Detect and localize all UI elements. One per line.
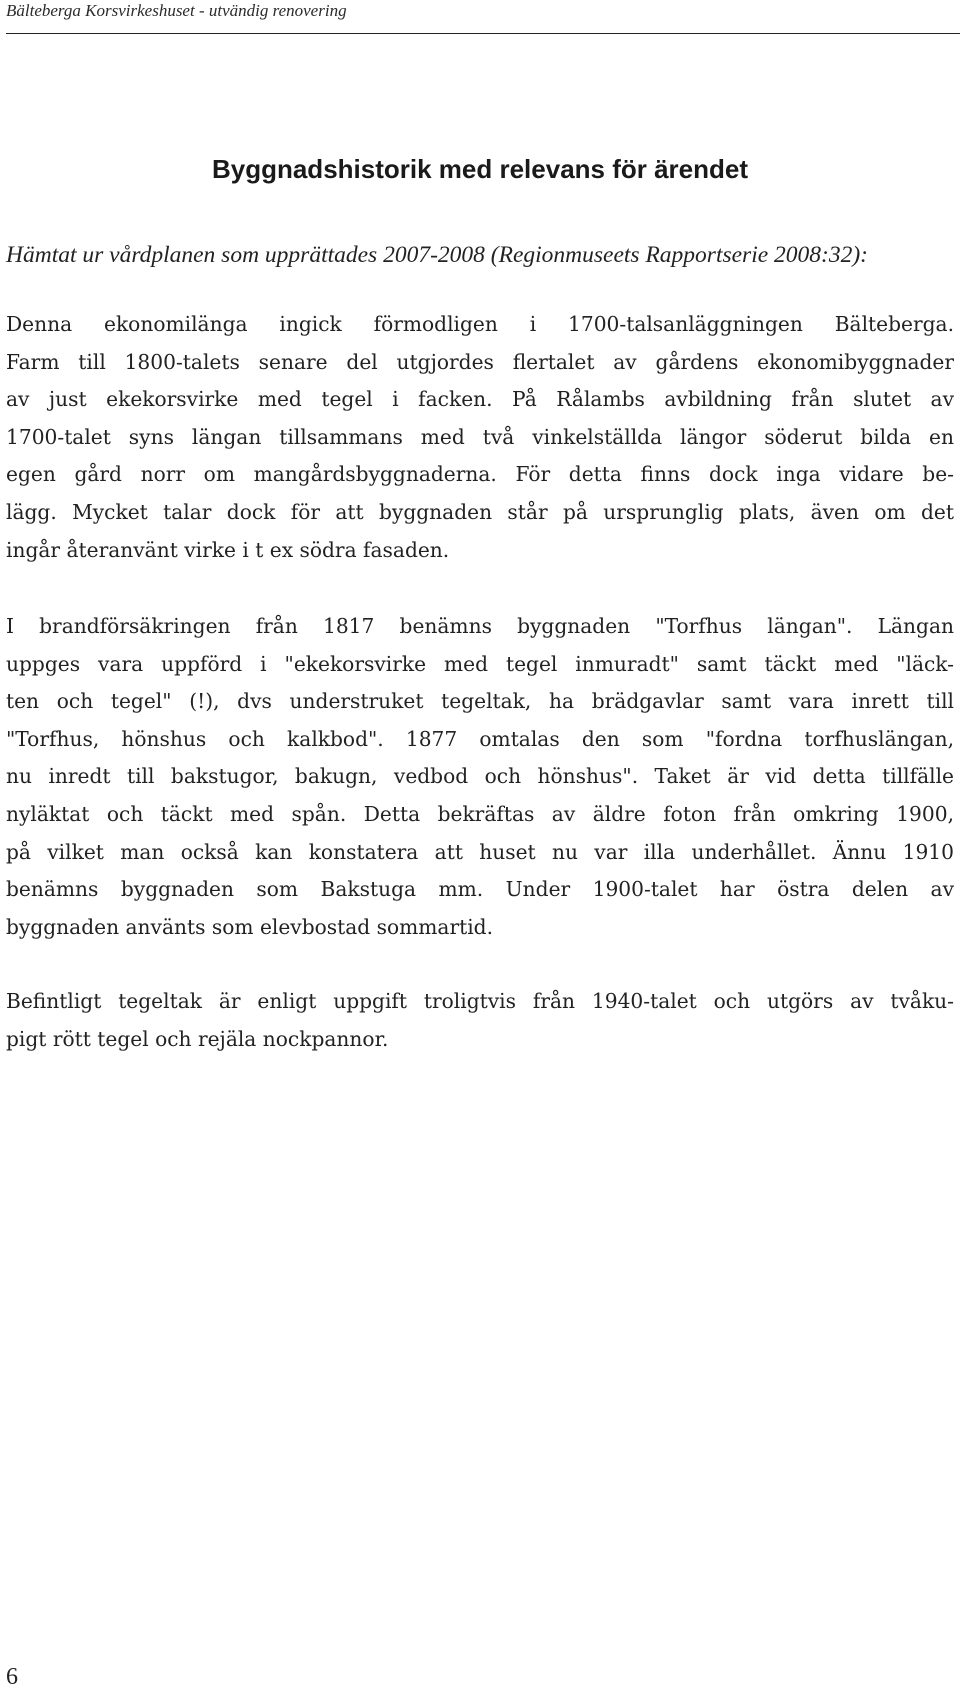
running-header-title: Bälteberga Korsvirkeshuset - utvändig renovering (6, 1, 347, 20)
text-line: "Torfhus, hönshus och kalkbod". 1877 omtalas den som "fordna torfhuslängan, (6, 726, 954, 751)
text-line: Farm till 1800-talets senare del utgjordes flertalet av gårdens ekonomibyggnader (6, 349, 954, 374)
text-line: Befintligt tegeltak är enligt uppgift troligtvis från 1940-talet och utgörs av tvåku- (6, 989, 954, 1013)
text-line: benämns byggnaden som Bakstuga mm. Under 1900-talet har östra delen av (6, 877, 954, 902)
section-heading: Byggnadshistorik med relevans för ärendet (211, 154, 749, 184)
text-line: nyläktat och täckt med spån. Detta bekräftas av äldre foton från omkring 1900, (6, 801, 954, 826)
source-note: Hämtat ur vårdplanen som upprättades 2007-2008 (Regionmuseets Rapportserie 2008:32): (6, 242, 869, 268)
text-line: uppges vara uppförd i "ekekorsvirke med tegel inmuradt" samt täckt med "läck- (6, 651, 954, 676)
page-number: 6 (6, 1664, 18, 1690)
running-header (6, 0, 960, 30)
text-line: på vilket man också kan konstatera att huset nu var illa underhållet. Ännu 1910 (6, 839, 954, 864)
paragraph-1 (6, 306, 954, 569)
text-line: av just ekekorsvirke med tegel i facken. På Rålambs avbildning från slutet av (6, 387, 954, 412)
text-line: egen gård norr om mangårdsbyggnaderna. För detta finns dock inga vidare be- (6, 462, 954, 487)
text-line: lägg. Mycket talar dock för att byggnaden står på ursprunglig plats, även om det (6, 499, 954, 524)
text-line: ten och tegel" (!), dvs understruket tegeltak, ha brädgavlar samt vara inrett till (6, 689, 954, 714)
text-line: I brandförsäkringen från 1817 benämns byggnaden "Torfhus längan". Längan (6, 614, 954, 638)
text-line: pigt rött tegel och rejäla nockpannor. (6, 1026, 389, 1051)
text-line: ingår återanvänt virke i t ex södra fasaden. (6, 537, 450, 562)
paragraph-3 (6, 983, 954, 1058)
text-line: byggnaden använts som elevbostad sommartid. (6, 914, 494, 939)
header-divider (6, 33, 960, 34)
paragraph-2 (6, 608, 954, 946)
text-line: Denna ekonomilänga ingick förmodligen i 1700-talsanläggningen Bälteberga. (6, 312, 954, 336)
text-line: 1700-talet syns längan tillsammans med två vinkelställda längor söderut bilda en (6, 424, 954, 449)
text-line: nu inredt till bakstugor, bakugn, vedbod och hönshus". Taket är vid detta tillfälle (6, 764, 954, 789)
